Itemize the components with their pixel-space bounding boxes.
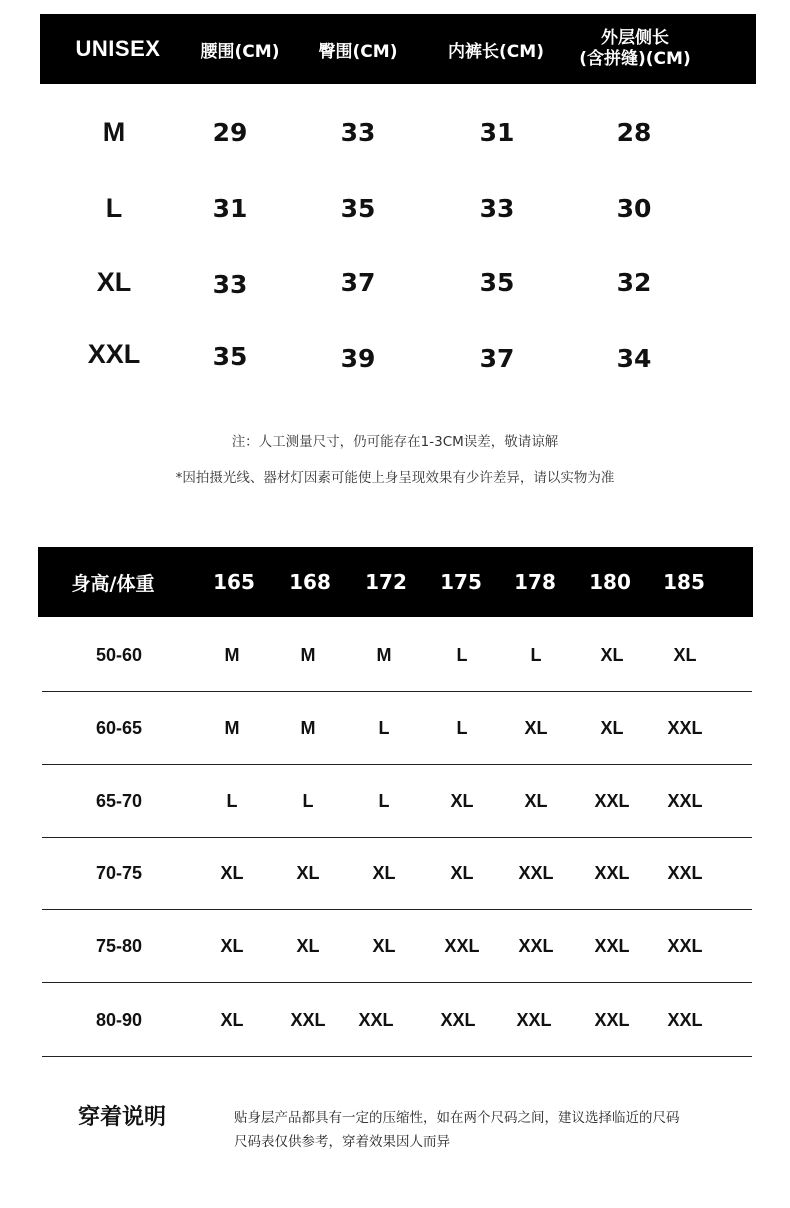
size-cell: M xyxy=(300,644,316,665)
size-row-m xyxy=(40,112,756,152)
size-cell: M xyxy=(224,717,240,738)
waist-value: 29 xyxy=(212,117,248,147)
size-cell: M xyxy=(376,644,392,665)
wearing-instructions-line2: 尺码表仅供参考，穿着效果因人而异 xyxy=(234,1134,450,1150)
weight-label: 70-75 xyxy=(95,862,143,883)
height-header: 180 xyxy=(589,570,631,594)
size-cell: L xyxy=(302,790,314,811)
outseam-header-line2: (含拼缝)(CM) xyxy=(579,49,691,69)
rec-row xyxy=(42,692,752,765)
size-cell: XL xyxy=(220,1009,244,1030)
size-cell: L xyxy=(378,717,390,738)
waist-value: 33 xyxy=(212,269,248,299)
hip-value: 39 xyxy=(340,343,376,373)
height-header: 178 xyxy=(514,570,556,594)
size-cell: XXL xyxy=(440,1009,476,1030)
size-cell: XL xyxy=(220,862,244,883)
size-cell: XL xyxy=(450,862,474,883)
height-header: 172 xyxy=(365,570,407,594)
rec-row xyxy=(42,910,752,983)
height-header: 165 xyxy=(213,570,255,594)
outseam-value: 32 xyxy=(616,267,652,297)
size-cell: L xyxy=(226,790,238,811)
size-cell: XXL xyxy=(594,862,630,883)
size-table-header xyxy=(40,14,756,84)
size-cell: XL xyxy=(372,935,396,956)
size-cell: XXL xyxy=(518,935,554,956)
size-cell: XXL xyxy=(444,935,480,956)
size-row-l xyxy=(40,188,756,228)
height-weight-header: 身高/体重 xyxy=(71,572,155,595)
inseam-header: 内裤长(CM) xyxy=(448,41,544,62)
size-cell: XXL xyxy=(667,1009,703,1030)
size-cell: XL xyxy=(524,790,548,811)
size-cell: XXL xyxy=(516,1009,552,1030)
rec-row xyxy=(42,619,752,692)
size-cell: XXL xyxy=(594,935,630,956)
size-row-xl xyxy=(40,262,756,302)
weight-label: 75-80 xyxy=(95,935,143,956)
waist-value: 35 xyxy=(212,341,248,371)
size-cell: XL xyxy=(673,644,697,665)
inseam-value: 37 xyxy=(479,343,515,373)
size-cell: XL xyxy=(296,935,320,956)
size-cell: XL xyxy=(524,717,548,738)
size-cell: XL xyxy=(450,790,474,811)
size-cell: XL xyxy=(372,862,396,883)
rec-row xyxy=(42,765,752,838)
outseam-value: 34 xyxy=(616,343,652,373)
height-header: 175 xyxy=(440,570,482,594)
size-cell: XL xyxy=(600,717,624,738)
size-row-xxl xyxy=(40,336,756,376)
rec-table-header xyxy=(38,547,753,617)
rec-row xyxy=(42,984,752,1057)
size-cell: XXL xyxy=(667,717,703,738)
waist-header: 腰围(CM) xyxy=(200,41,280,62)
size-cell: XXL xyxy=(594,790,630,811)
measurement-note: 注：人工测量尺寸，仍可能存在1-3CM误差，敬请谅解 xyxy=(231,434,559,450)
hip-value: 37 xyxy=(340,267,376,297)
size-cell: XXL xyxy=(518,862,554,883)
height-header: 185 xyxy=(663,570,705,594)
size-cell: XXL xyxy=(667,862,703,883)
hip-header: 臀围(CM) xyxy=(318,41,398,62)
rec-row xyxy=(42,837,752,910)
height-header: 168 xyxy=(289,570,331,594)
size-cell: M xyxy=(224,644,240,665)
size-cell: M xyxy=(300,717,316,738)
wearing-instructions-line1: 贴身层产品都具有一定的压缩性，如在两个尺码之间，建议选择临近的尺码 xyxy=(234,1110,680,1126)
outseam-header-line1: 外层侧长 xyxy=(601,28,669,48)
hip-value: 33 xyxy=(340,117,376,147)
unisex-header: UNISEX xyxy=(75,36,161,61)
size-cell: XL xyxy=(600,644,624,665)
size-cell: XL xyxy=(220,935,244,956)
weight-label: 65-70 xyxy=(95,790,143,811)
outseam-value: 30 xyxy=(616,193,652,223)
weight-label: 50-60 xyxy=(95,644,143,665)
outseam-value: 28 xyxy=(616,117,652,147)
size-cell: XL xyxy=(296,862,320,883)
size-cell: XXL xyxy=(358,1009,394,1030)
size-cell: XXL xyxy=(594,1009,630,1030)
inseam-value: 35 xyxy=(479,267,515,297)
size-label: XXL xyxy=(87,338,141,369)
waist-value: 31 xyxy=(212,193,248,223)
hip-value: 35 xyxy=(340,193,376,223)
size-cell: XXL xyxy=(290,1009,326,1030)
inseam-value: 33 xyxy=(479,193,515,223)
lighting-note: *因拍摄光线、器材灯因素可能使上身呈现效果有少许差异，请以实物为准 xyxy=(175,470,615,486)
outseam-header xyxy=(560,14,710,84)
size-cell: XXL xyxy=(667,790,703,811)
size-cell: L xyxy=(378,790,390,811)
size-cell: XXL xyxy=(667,935,703,956)
weight-label: 80-90 xyxy=(95,1009,143,1030)
size-cell: L xyxy=(530,644,542,665)
size-label: XL xyxy=(96,266,132,297)
inseam-value: 31 xyxy=(479,117,515,147)
size-cell: L xyxy=(456,644,468,665)
wearing-instructions-title: 穿着说明 xyxy=(78,1105,167,1130)
size-label: L xyxy=(105,192,123,223)
size-label: M xyxy=(102,116,126,147)
weight-label: 60-65 xyxy=(95,717,143,738)
size-cell: L xyxy=(456,717,468,738)
